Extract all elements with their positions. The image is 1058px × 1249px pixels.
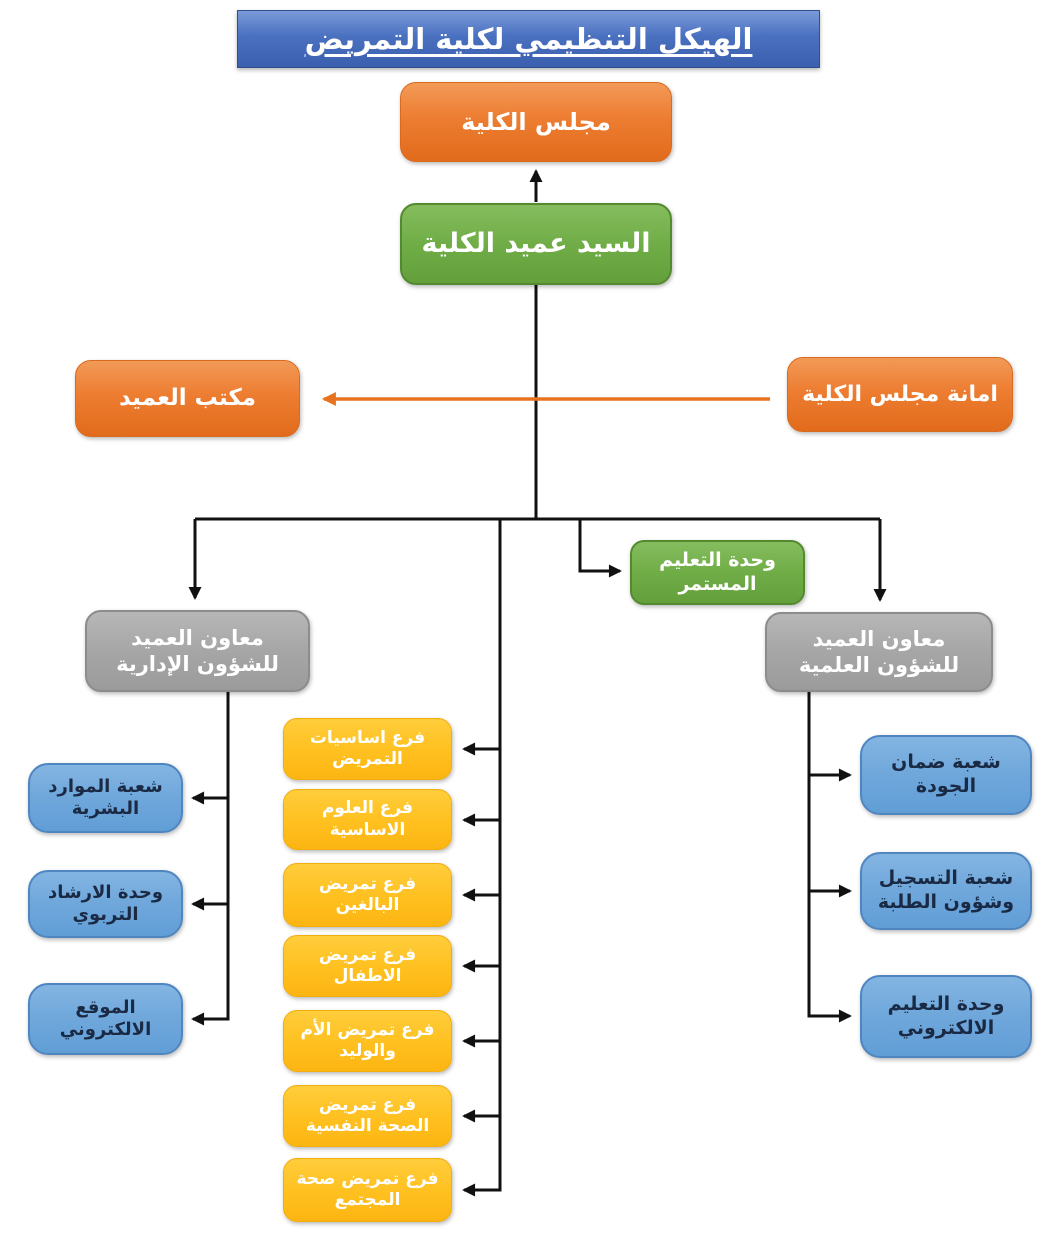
node-branch-pediatric-nursing: فرع تمريض الاطفال xyxy=(283,935,452,997)
page-title: الهيكل التنظيمي لكلية التمريض xyxy=(237,10,820,68)
connector-branches-trunk xyxy=(464,519,500,1190)
connector-scientific-units-trunk xyxy=(809,692,850,1016)
node-assistant-dean-admin: معاون العميد للشؤون الإدارية xyxy=(85,610,310,692)
node-branch-maternal-newborn-nursing: فرع تمريض الأم والوليد xyxy=(283,1010,452,1072)
node-educational-guidance-unit: وحدة الارشاد التربوي xyxy=(28,870,183,938)
node-website: الموقع الالكتروني xyxy=(28,983,183,1055)
node-continuing-education-unit: وحدة التعليم المستمر xyxy=(630,540,805,605)
node-hr-division: شعبة الموارد البشرية xyxy=(28,763,183,833)
node-dean: السيد عميد الكلية xyxy=(400,203,672,285)
connector-to-continuing-education-arrow xyxy=(580,519,620,571)
node-elearning-unit: وحدة التعليم الالكتروني xyxy=(860,975,1032,1058)
node-registration-student-affairs-division: شعبة التسجيل وشؤون الطلبة xyxy=(860,852,1032,930)
node-branch-basic-sciences: فرع العلوم الاساسية xyxy=(283,789,452,850)
node-assistant-dean-scientific: معاون العميد للشؤون العلمية xyxy=(765,612,993,692)
node-quality-assurance-division: شعبة ضمان الجودة xyxy=(860,735,1032,815)
node-branch-community-health-nursing: فرع تمريض صحة المجتمع xyxy=(283,1158,452,1222)
node-council-secretariat: امانة مجلس الكلية xyxy=(787,357,1013,432)
node-branch-adult-nursing: فرع تمريض البالغين xyxy=(283,863,452,927)
connector-admin-units-trunk xyxy=(193,692,228,1019)
node-college-council: مجلس الكلية xyxy=(400,82,672,162)
node-branch-mental-health-nursing: فرع تمريض الصحة النفسية xyxy=(283,1085,452,1147)
node-branch-nursing-fundamentals: فرع اساسيات التمريض xyxy=(283,718,452,780)
node-dean-office: مكتب العميد xyxy=(75,360,300,437)
